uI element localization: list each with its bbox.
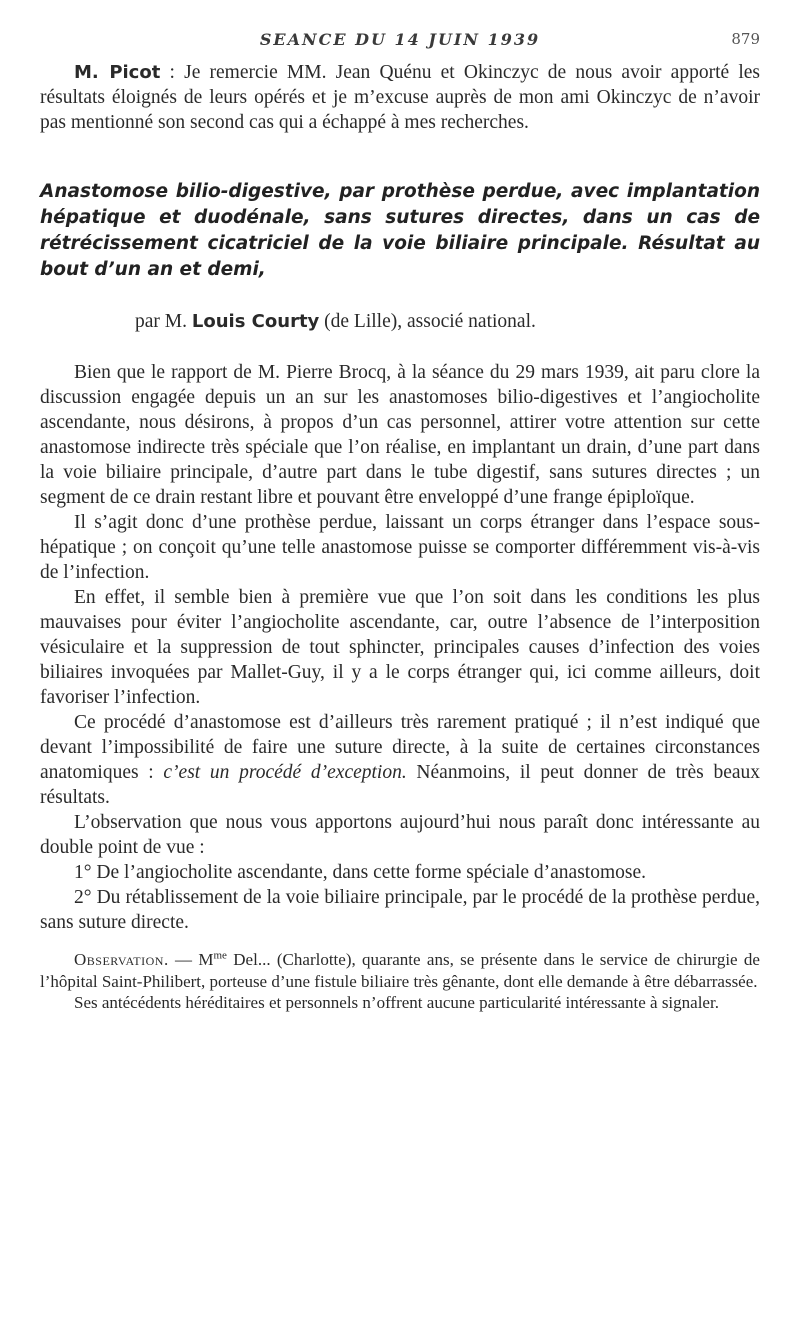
observation-paragraph-2: Ses antécédents héréditaires et personnels n’offrent aucune particularité intéressante à signaler.: [74, 993, 719, 1012]
observation-sup: me: [213, 949, 227, 962]
body-paragraph-5: L’observation que nous vous apportons aujourd’hui nous paraît donc intéressante au double point de vue :: [40, 812, 760, 858]
observation-paragraph: [40, 949, 760, 992]
body-paragraph-2: Il s’agit donc d’une prothèse perdue, laissant un corps étranger dans l’espace sous-hépatique ; on conçoit qu’une telle anastomose puisse se comporter différemment vis-à-vis de l’infection.: [40, 512, 760, 583]
observation-label: Observation.: [74, 950, 169, 969]
author-name: Louis Courty: [191, 311, 320, 332]
p4-text-b: Néanmoins, il peut donner de très beaux résultats.: [40, 762, 760, 808]
intro-paragraph: [40, 60, 760, 135]
running-title: SEANCE DU 14 JUIN 1939: [259, 30, 541, 49]
running-header: [40, 30, 760, 60]
body-paragraph-3: En effet, il semble bien à première vue que l’on soit dans les conditions les plus mauvaises pour éviter l’angiocholite ascendante, car, outre l’absence de l’interposition vésiculaire et la suppression de tout sphincter, principales causes d’infection des voies biliaires invoquées par Mallet-Guy, il y a le corps étranger qui, ici comme ailleurs, doit favoriser l’infection.: [40, 587, 760, 708]
body-paragraph-4: [40, 710, 760, 810]
intro-text: : Je remercie MM. Jean Quénu et Okinczyc de nous avoir apporté les résultats éloignés de leurs opérés et je m’excuse auprès de mon ami Okinczyc de n’avoir pas mentionné son second cas qui a échappé à mes recherches.: [40, 62, 760, 133]
observation-text: Del... (Charlotte), quarante ans, se présente dans le service de chirurgie de l’hôpital Saint-Philibert, porteuse d’une fistule biliaire très gênante, dont elle demande à être débarrassée.: [40, 950, 760, 991]
p4-italic: c’est un procédé d’exception.: [163, 762, 407, 783]
speaker-name: M. Picot: [74, 62, 161, 83]
body-paragraph-6: 1° De l’angiocholite ascendante, dans cette forme spéciale d’anastomose.: [74, 862, 646, 883]
journal-page: [40, 30, 760, 1014]
article-title: Anastomose bilio-digestive, par prothèse perdue, avec implantation hépatique et duodénale, sans sutures directes, dans un cas de rétrécissement cicatriciel de la voie biliaire principale. Résultat au bout d’un an et demi,: [40, 181, 760, 280]
body-paragraph-7: 2° Du rétablissement de la voie biliaire principale, par le procédé de la prothèse perdue, sans suture directe.: [40, 887, 760, 933]
byline: [40, 309, 760, 334]
byline-prefix: par M.: [135, 311, 192, 332]
p4-text-a: Ce procédé d’anastomose est d’ailleurs très rarement pratiqué ; il n’est indiqué que devant l’impossibilité de faire une suture directe, à la suite de certaines circonstances anatomiques :: [40, 712, 760, 783]
byline-suffix: (de Lille), associé national.: [319, 311, 536, 332]
observation-dash: — M: [168, 950, 214, 969]
body-paragraph-1: Bien que le rapport de M. Pierre Brocq, à la séance du 29 mars 1939, ait paru clore la discussion engagée depuis un an sur les anastomoses bilio-digestives et l’angiocholite ascendante, nous désirons, à propos d’un cas personnel, attirer votre attention sur cette anastomose indirecte très spéciale que l’on réalise, en implantant un drain, d’une part dans la voie biliaire principale, d’autre part dans le tube digestif, sans sutures directes ; un segment de ce drain restant libre et pouvant être enveloppé d’une frange épiploïque.: [40, 362, 760, 508]
page-number: 879: [731, 30, 760, 48]
